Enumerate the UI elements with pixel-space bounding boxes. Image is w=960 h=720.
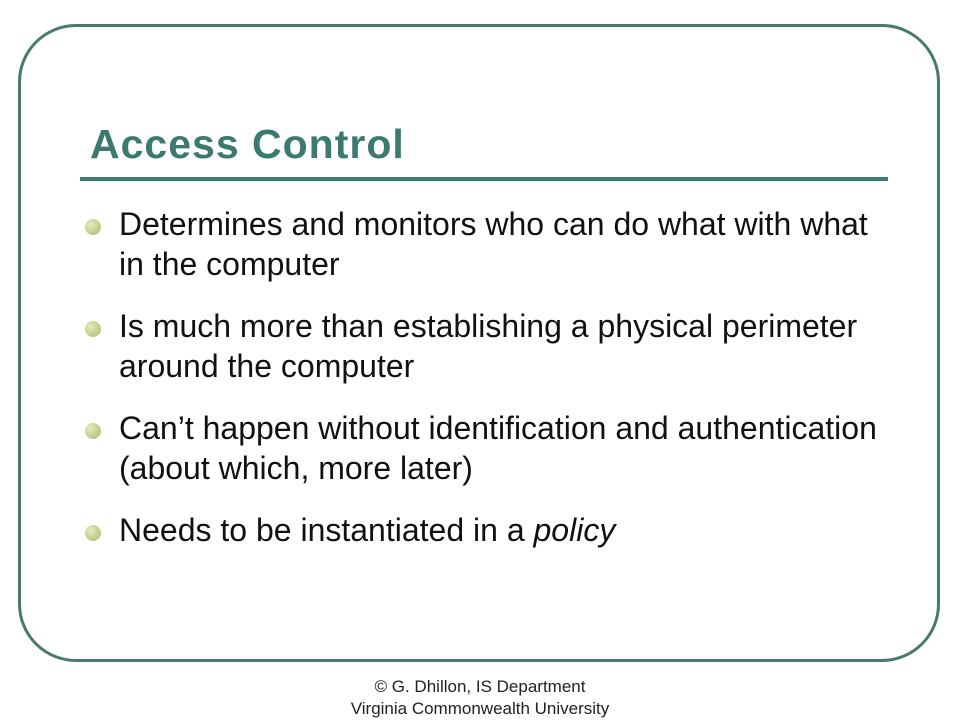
bullet-text: Needs to be instantiated in a: [119, 512, 534, 548]
bullet-dot-icon: [85, 423, 101, 439]
title-underline: [80, 177, 888, 181]
bullet-text: Is much more than establishing a physical perimeter around the computer: [119, 308, 858, 384]
bullet-item: [80, 306, 880, 386]
bullet-item: [80, 510, 880, 550]
footer-institution: Virginia Commonwealth University: [350, 699, 610, 718]
bullet-list: [80, 204, 880, 550]
slide-title: Access Control: [90, 121, 405, 167]
bullet-item: [80, 408, 880, 488]
bullet-dot-icon: [85, 321, 101, 337]
bullet-item: [80, 204, 880, 284]
bullet-text: Can’t happen without identification and authentication (about which, more later): [119, 410, 877, 486]
footer: [310, 676, 650, 720]
bullet-emphasis: policy: [533, 512, 616, 548]
bullet-dot-icon: [85, 525, 101, 541]
bullet-text: Determines and monitors who can do what with what in the computer: [119, 206, 868, 282]
bullet-dot-icon: [85, 219, 101, 235]
footer-copyright: © G. Dhillon, IS Department: [374, 677, 586, 696]
